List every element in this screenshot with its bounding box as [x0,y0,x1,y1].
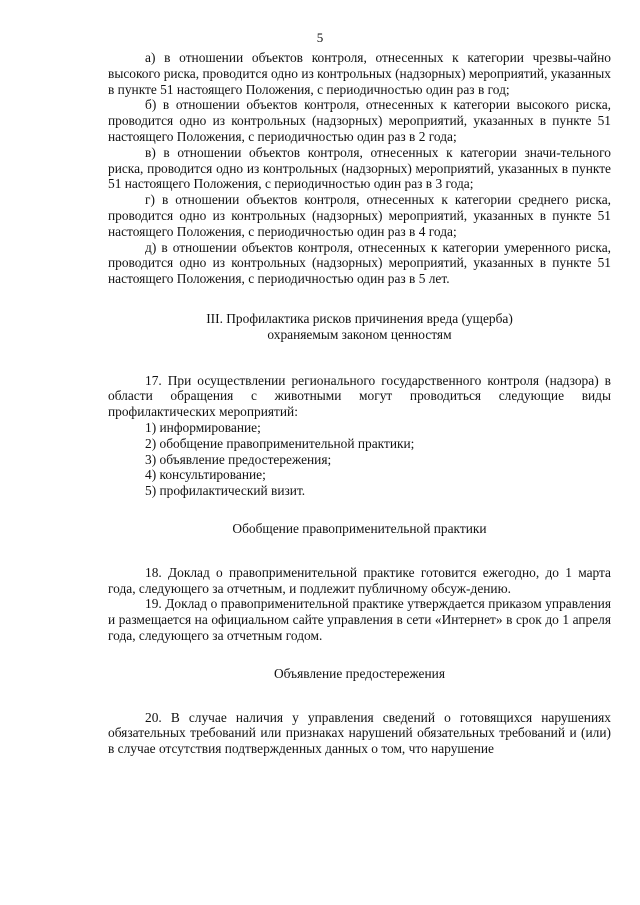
paragraph-20: 20. В случае наличия у управления сведений о готовящихся нарушениях обязательных требований или признаках нарушений обязательных требований и (или) в случае отсутствия подтвержденных данных о том, что нарушение [108,709,611,757]
paragraph-17: 17. При осуществлении регионального государственного контроля (надзора) в области обращения с животными могут проводиться следующие виды профилактических мероприятий: [108,372,611,420]
list-item-1: 1) информирование; [145,419,261,435]
paragraph-a: а) в отношении объектов контроля, отнесенных к категории чрезвы-чайно высокого риска, проводится одно из контрольных (надзорных) мероприятий, указанных в пункте 51 настоящего Положения, с периодичностью один раз в год; [108,50,611,97]
section-3-heading-line-1: III. Профилактика рисков причинения вреда (ущерба) [206,310,513,326]
list-item-5: 5) профилактический визит. [145,483,306,499]
list-item-4: 4) консультирование; [145,467,266,483]
warning-subheading: Объявление предостережения [274,665,445,681]
paragraph-d: д) в отношении объектов контроля, отнесенных к категории умеренного риска, проводится одно из контрольных (надзорных) мероприятий, указанных в пункте 51 настоящего Положения, с периодичностью один раз в 5 лет. [108,239,611,287]
section-3-heading [108,311,611,343]
page-number: 5 [316,30,324,45]
document-body [108,50,611,757]
list-item-3: 3) объявление предостережения; [145,451,332,467]
practice-subheading: Обобщение правоприменительной практики [232,520,487,536]
section-3-heading-line-2: охраняемым законом ценностям [267,326,452,342]
paragraph-v: в) в отношении объектов контроля, отнесенных к категории значи-тельного риска, проводится одно из контрольных (надзорных) мероприятий, указанных в пункте 51 настоящего Положения, с периодичностью один раз в 3 года; [108,144,611,192]
list-item-2: 2) обобщение правоприменительной практики; [145,435,415,451]
paragraph-18: 18. Доклад о правоприменительной практике готовится ежегодно, до 1 марта года, следующего за отчетным, и подлежит публичному обсуж-дению. [108,564,611,596]
paragraph-19: 19. Доклад о правоприменительной практике утверждается приказом управления и размещается на официальном сайте управления в сети «Интернет» в срок до 1 апреля года, следующего за отчетным годом. [108,596,611,643]
paragraph-g: г) в отношении объектов контроля, отнесенных к категории среднего риска, проводится одно из контрольных (надзорных) мероприятий, указанных в пункте 51 настоящего Положения, с периодичностью один раз в 4 года; [108,192,611,239]
paragraph-b: б) в отношении объектов контроля, отнесенных к категории высокого риска, проводится одно из контрольных (надзорных) мероприятий, указанных в пункте 51 настоящего Положения, с периодичностью один раз в 2 года; [108,97,611,144]
